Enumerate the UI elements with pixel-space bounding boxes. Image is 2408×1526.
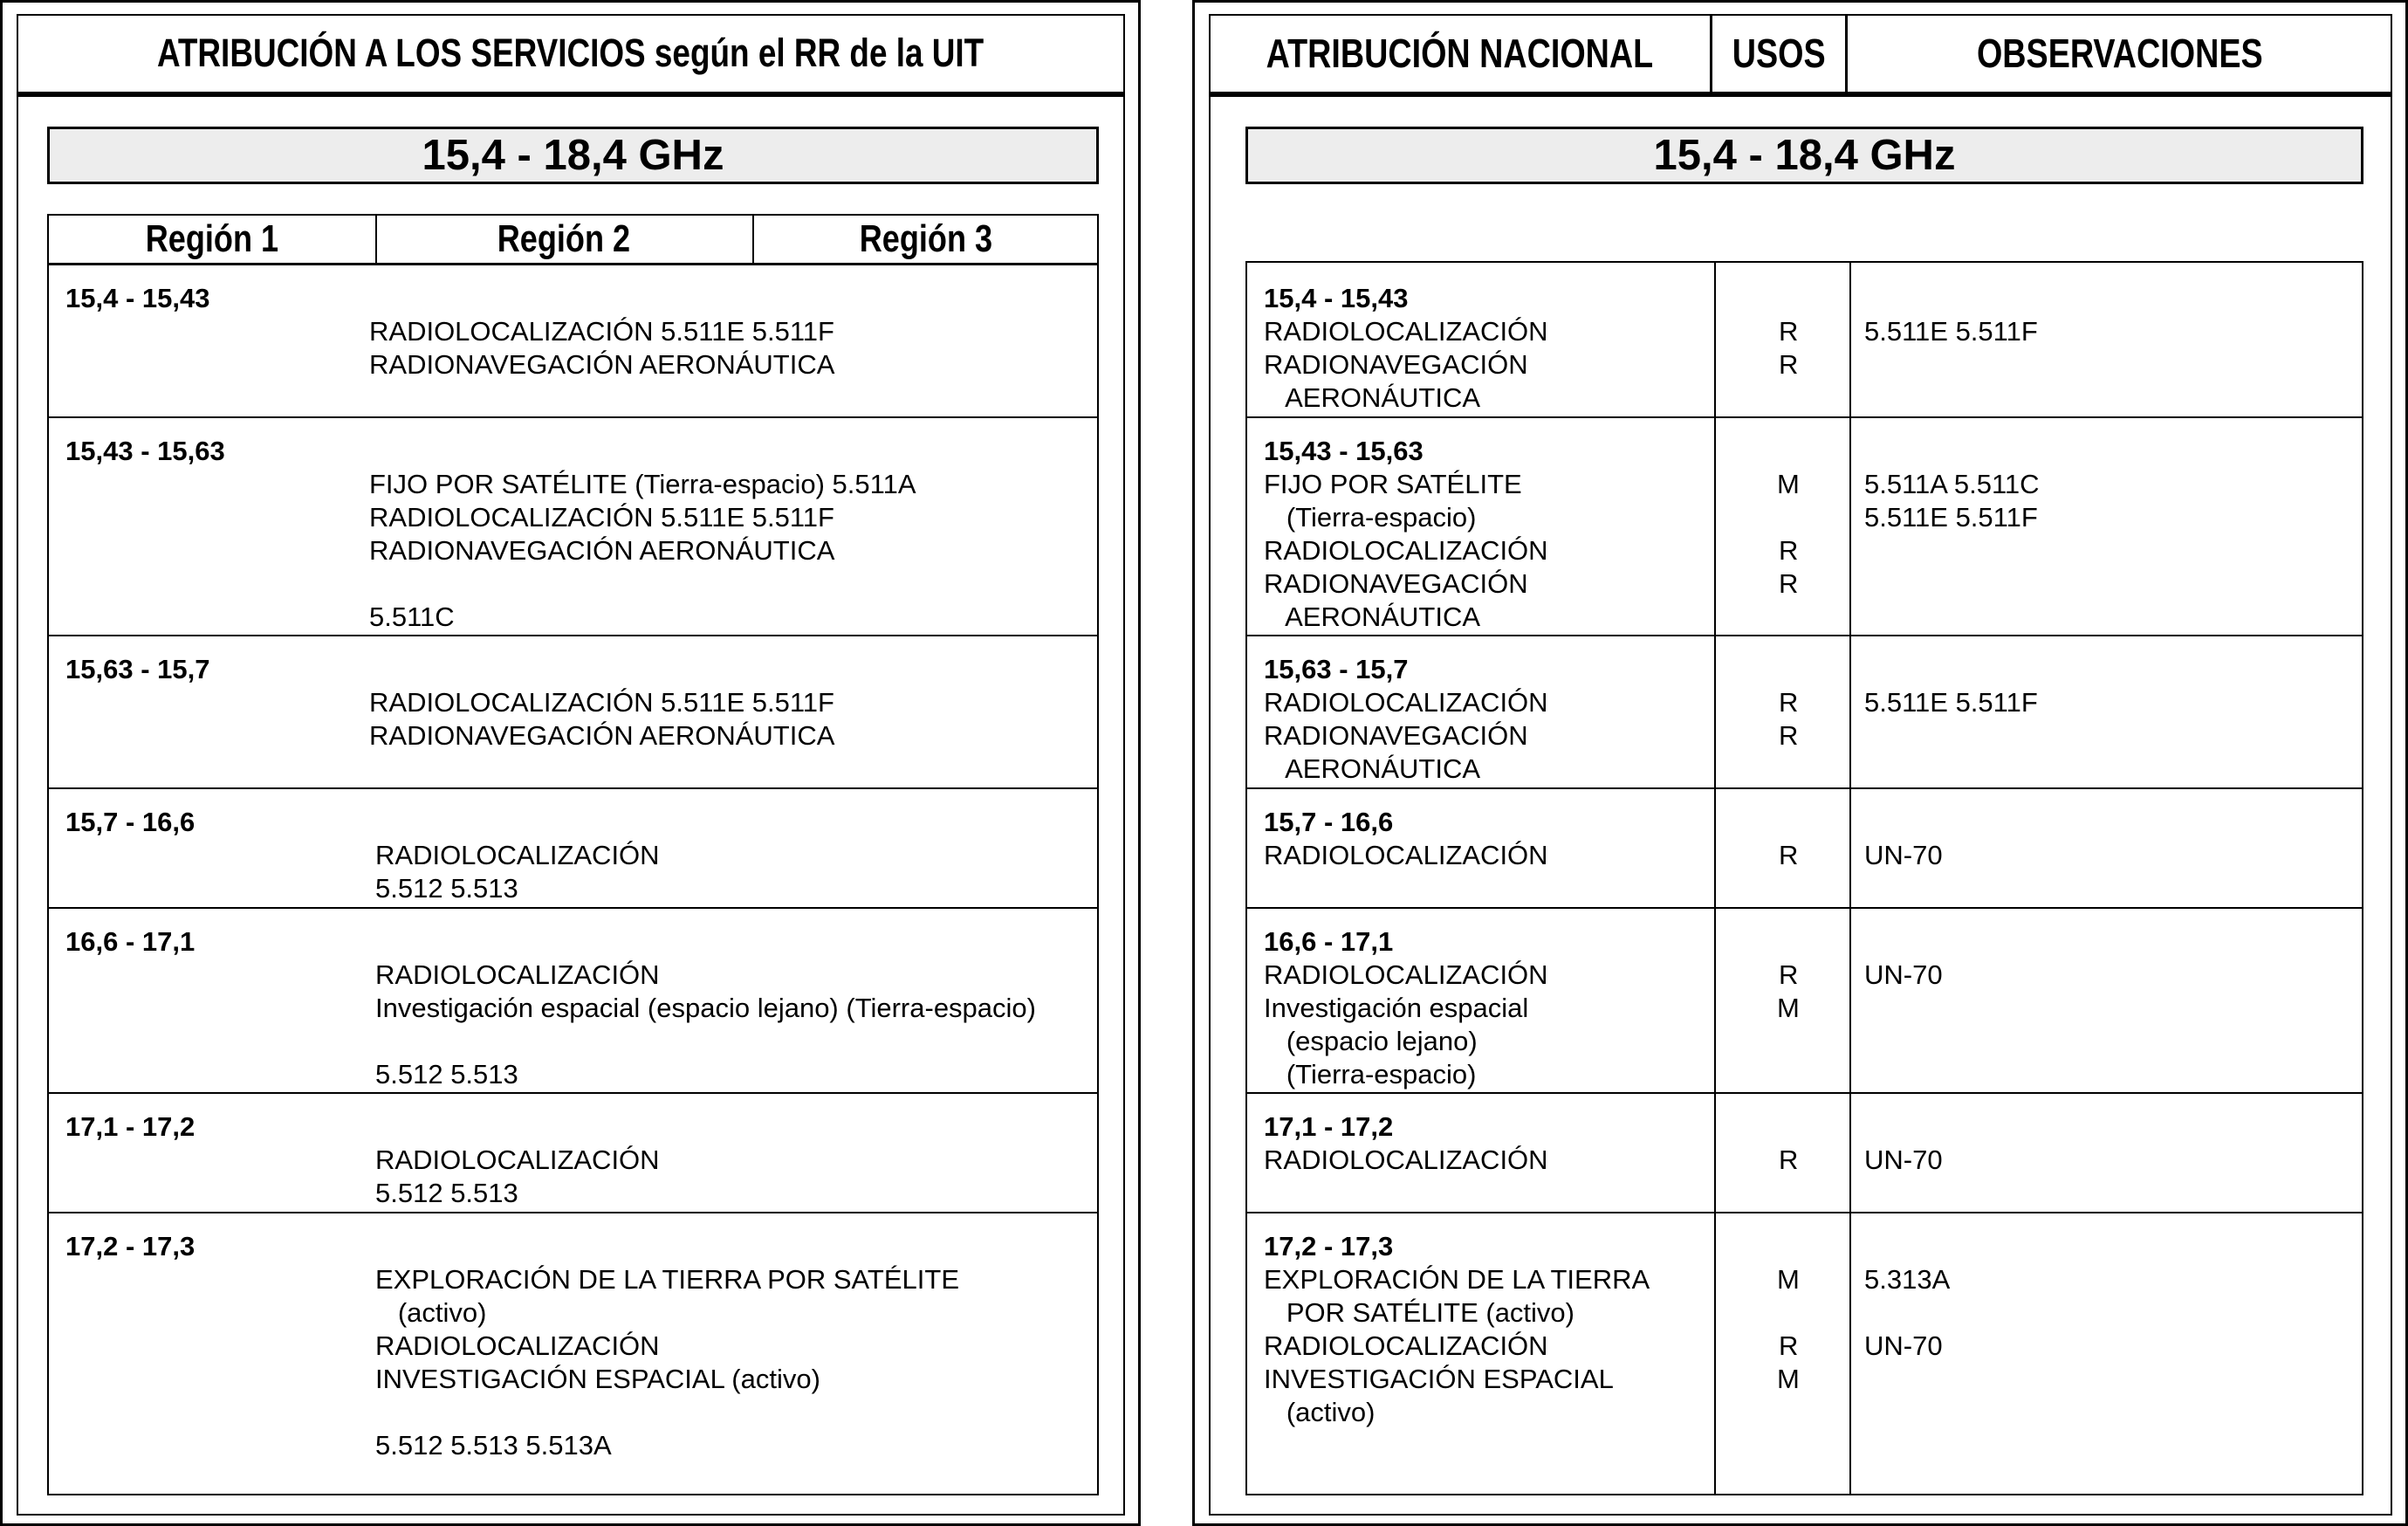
- left-header: [17, 14, 1125, 97]
- usos-value: M: [1777, 1364, 1800, 1394]
- right-service-line: RADIONAVEGACIÓN: [1264, 720, 1528, 751]
- usos-value: R: [1779, 720, 1799, 751]
- right-col-divider: [1849, 263, 1851, 1494]
- usos-value: R: [1779, 535, 1799, 566]
- observation-line: UN-70: [1864, 1330, 1943, 1361]
- left-band-title: 15,4 - 18,4 GHz: [47, 127, 1099, 184]
- left-service-line: RADIOLOCALIZACIÓN 5.511E 5.511F: [369, 502, 834, 533]
- usos-value: R: [1779, 840, 1799, 870]
- right-service-line: RADIONAVEGACIÓN: [1264, 568, 1528, 599]
- usos-value: M: [1777, 993, 1800, 1023]
- right-service-line: RADIOLOCALIZACIÓN: [1264, 316, 1548, 347]
- left-service-line: FIJO POR SATÉLITE (Tierra-espacio) 5.511A: [369, 469, 916, 499]
- left-service-line: (activo): [375, 1297, 487, 1328]
- left-freq-label: 17,2 - 17,3: [65, 1231, 196, 1261]
- right-freq-label: 17,1 - 17,2: [1264, 1111, 1394, 1142]
- right-row-divider: [1247, 787, 2362, 789]
- usos-value: R: [1779, 1144, 1799, 1175]
- left-row-divider: [49, 635, 1097, 636]
- right-service-line: RADIOLOCALIZACIÓN: [1264, 959, 1548, 990]
- right-row-divider: [1247, 1212, 2362, 1213]
- right-service-line: RADIOLOCALIZACIÓN: [1264, 687, 1548, 718]
- left-freq-label: 15,43 - 15,63: [65, 436, 225, 466]
- right-service-line: RADIOLOCALIZACIÓN: [1264, 840, 1548, 870]
- right-service-line: RADIOLOCALIZACIÓN: [1264, 1144, 1548, 1175]
- right-row-divider: [1247, 635, 2362, 636]
- right-service-line: RADIONAVEGACIÓN: [1264, 349, 1528, 380]
- right-freq-label: 15,7 - 16,6: [1264, 807, 1394, 837]
- usos-value: R: [1779, 959, 1799, 990]
- observation-line: UN-70: [1864, 1144, 1943, 1175]
- observation-line: UN-70: [1864, 840, 1943, 870]
- usos-value: R: [1779, 316, 1799, 347]
- right-service-line: Investigación espacial: [1264, 993, 1529, 1023]
- right-service-line: EXPLORACIÓN DE LA TIERRA: [1264, 1264, 1650, 1295]
- right-service-line: AERONÁUTICA: [1264, 382, 1481, 413]
- left-service-line: INVESTIGACIÓN ESPACIAL (activo): [375, 1364, 820, 1394]
- left-row-divider: [49, 787, 1097, 789]
- right-header-col-2: USOS: [1712, 14, 1848, 92]
- left-row-divider: [49, 907, 1097, 909]
- usos-value: R: [1779, 1330, 1799, 1361]
- left-service-line: RADIOLOCALIZACIÓN: [375, 959, 660, 990]
- right-header-col-1: ATRIBUCIÓN NACIONAL: [1209, 14, 1712, 92]
- region-1-header: Región 1: [49, 216, 377, 263]
- right-row-divider: [1247, 1092, 2362, 1094]
- left-service-line: EXPLORACIÓN DE LA TIERRA POR SATÉLITE: [375, 1264, 959, 1295]
- usos-value: R: [1779, 349, 1799, 380]
- right-header-col-3: OBSERVACIONES: [1977, 30, 2263, 76]
- right-service-line: AERONÁUTICA: [1264, 601, 1481, 632]
- usos-value: M: [1777, 1264, 1800, 1295]
- usos-value: R: [1779, 568, 1799, 599]
- right-service-line: POR SATÉLITE (activo): [1264, 1297, 1575, 1328]
- right-freq-label: 15,63 - 15,7: [1264, 654, 1409, 684]
- region-3-header: Región 3: [859, 217, 992, 260]
- right-freq-label: 15,43 - 15,63: [1264, 436, 1424, 466]
- right-col-divider: [1714, 263, 1716, 1494]
- left-service-line: RADIOLOCALIZACIÓN: [375, 1330, 660, 1361]
- left-service-line: Investigación espacial (espacio lejano) (Tierra-espacio): [375, 993, 1036, 1023]
- left-service-line: RADIONAVEGACIÓN AERONÁUTICA: [369, 349, 835, 380]
- left-row-divider: [49, 1212, 1097, 1213]
- right-band-title: 15,4 - 18,4 GHz: [1245, 127, 2363, 184]
- usos-value: M: [1777, 469, 1800, 499]
- left-service-line: RADIOLOCALIZACIÓN 5.511E 5.511F: [369, 687, 834, 718]
- right-service-line: (espacio lejano): [1264, 1026, 1478, 1056]
- left-header-title: ATRIBUCIÓN A LOS SERVICIOS según el RR de la UIT: [157, 30, 984, 75]
- right-service-line: AERONÁUTICA: [1264, 753, 1481, 784]
- right-service-line: FIJO POR SATÉLITE: [1264, 469, 1522, 499]
- observation-line: UN-70: [1864, 959, 1943, 990]
- right-service-line: RADIOLOCALIZACIÓN: [1264, 1330, 1548, 1361]
- right-service-line: (activo): [1264, 1397, 1376, 1427]
- right-service-line: (Tierra-espacio): [1264, 1059, 1477, 1090]
- right-service-line: (Tierra-espacio): [1264, 502, 1477, 533]
- left-row-divider: [49, 1092, 1097, 1094]
- observation-line: 5.511E 5.511F: [1864, 502, 2038, 533]
- right-service-line: RADIOLOCALIZACIÓN: [1264, 535, 1548, 566]
- right-freq-label: 17,2 - 17,3: [1264, 1231, 1394, 1261]
- left-footnote-line: 5.512 5.513: [375, 1059, 518, 1090]
- left-service-line: RADIONAVEGACIÓN AERONÁUTICA: [369, 720, 835, 751]
- left-footnote-line: 5.512 5.513: [375, 1178, 518, 1208]
- left-footnote-line: 5.512 5.513 5.513A: [375, 1430, 612, 1461]
- right-row-divider: [1247, 416, 2362, 418]
- left-service-line: RADIOLOCALIZACIÓN 5.511E 5.511F: [369, 316, 834, 347]
- left-freq-label: 17,1 - 17,2: [65, 1111, 196, 1142]
- observation-line: 5.511A 5.511C: [1864, 469, 2040, 499]
- region-2-header: Región 2: [375, 216, 754, 263]
- left-panel: [0, 0, 1141, 1526]
- left-footnote-line: 5.512 5.513: [375, 873, 518, 904]
- left-service-line: RADIOLOCALIZACIÓN: [375, 1144, 660, 1175]
- left-service-line: RADIOLOCALIZACIÓN: [375, 840, 660, 870]
- left-footnote-line: 5.511C: [369, 601, 455, 632]
- left-header-divider: [49, 263, 1097, 265]
- left-service-line: RADIONAVEGACIÓN AERONÁUTICA: [369, 535, 835, 566]
- observation-line: 5.511E 5.511F: [1864, 316, 2038, 347]
- left-row-divider: [49, 416, 1097, 418]
- observation-line: 5.313A: [1864, 1264, 1951, 1295]
- right-freq-label: 15,4 - 15,43: [1264, 283, 1409, 313]
- left-freq-label: 16,6 - 17,1: [65, 926, 196, 957]
- right-row-divider: [1247, 907, 2362, 909]
- left-freq-label: 15,7 - 16,6: [65, 807, 196, 837]
- right-freq-label: 16,6 - 17,1: [1264, 926, 1394, 957]
- usos-value: R: [1779, 687, 1799, 718]
- left-freq-label: 15,63 - 15,7: [65, 654, 210, 684]
- right-panel: [1192, 0, 2408, 1526]
- left-freq-label: 15,4 - 15,43: [65, 283, 210, 313]
- observation-line: 5.511E 5.511F: [1864, 687, 2038, 718]
- right-service-line: INVESTIGACIÓN ESPACIAL: [1264, 1364, 1614, 1394]
